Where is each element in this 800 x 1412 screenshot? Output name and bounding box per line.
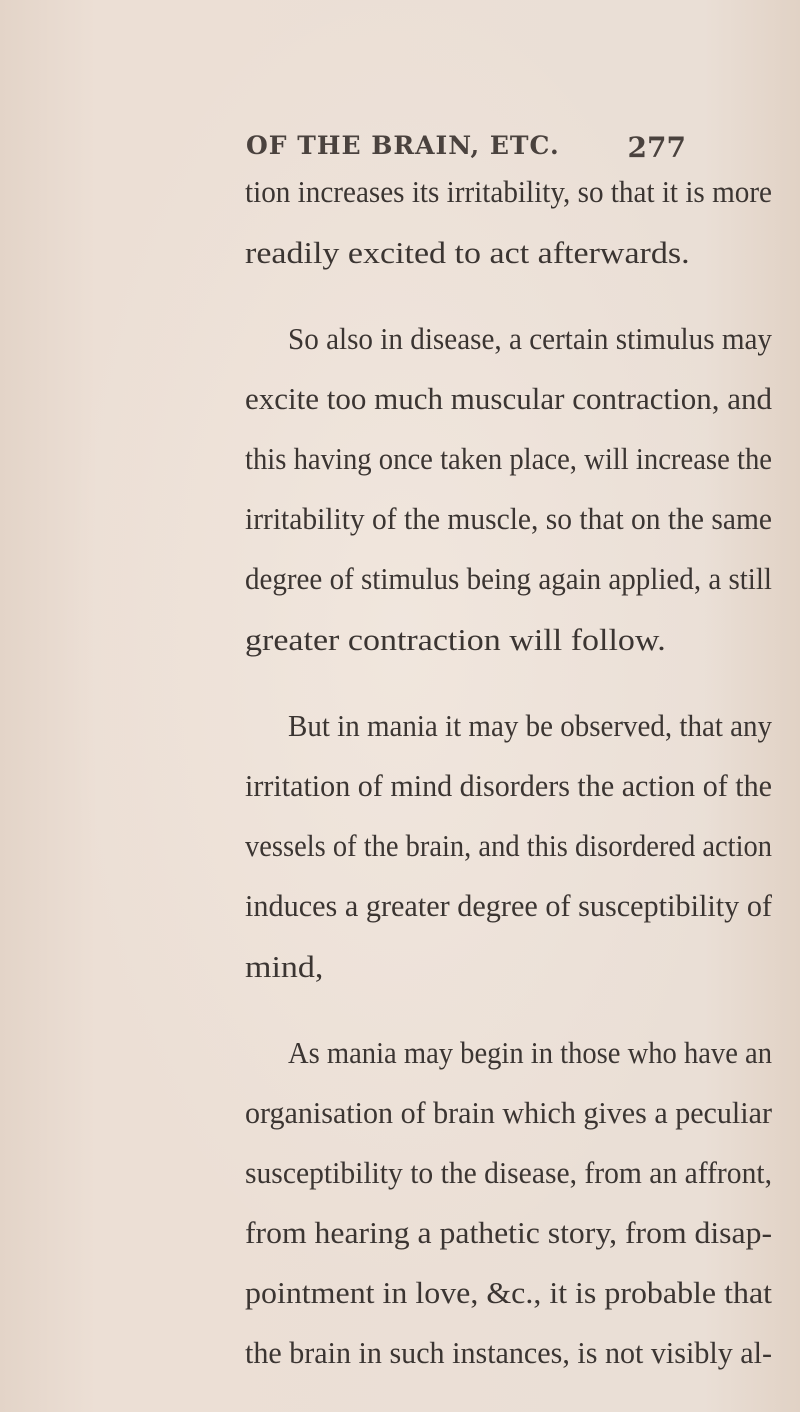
text-line [0, 1149, 800, 1199]
text-line [0, 495, 800, 545]
text-line-content: As mania may begin in those who have an [288, 1036, 772, 1071]
text-line-content: excite too much muscular contraction, and [245, 382, 772, 417]
text-line-content: the brain in such instances, is not visibly al- [245, 1336, 772, 1371]
text-line-content: vessels of the brain, and this disordered action [245, 829, 772, 864]
text-line [0, 702, 800, 752]
text-line-content: degree of stimulus being again applied, a still [245, 562, 772, 597]
text-line [0, 435, 800, 485]
text-line [0, 1089, 800, 1139]
text-line-content: So also in disease, a certain stimulus may [288, 322, 772, 357]
text-line [0, 1329, 800, 1379]
text-line-content: pointment in love, &c., it is probable that [245, 1276, 772, 1311]
text-line-content: organisation of brain which gives a peculiar [245, 1096, 772, 1131]
text-line [0, 822, 800, 872]
text-line-content: induces a greater degree of susceptibility of [245, 889, 772, 924]
text-line [0, 375, 800, 425]
text-line-content: tion increases its irritability, so that it is more [245, 175, 772, 210]
text-line-content: susceptibility to the disease, from an affront, [245, 1156, 772, 1191]
text-line [0, 1209, 800, 1259]
page-number: 277 [627, 131, 686, 164]
text-line [0, 229, 800, 279]
text-line-content: this having once taken place, will increase the [245, 442, 772, 477]
text-line [0, 1269, 800, 1319]
running-head: OF THE BRAIN, ETC. [246, 131, 560, 160]
text-line-content: from hearing a pathetic story, from disap- [245, 1216, 772, 1251]
text-line-content: readily excited to act afterwards. [245, 236, 690, 271]
text-line-content: mind, [245, 950, 324, 985]
text-line [0, 168, 800, 218]
text-line-content: irritability of the muscle, so that on the same [245, 502, 772, 537]
text-line [0, 616, 800, 666]
text-line [0, 762, 800, 812]
text-line [0, 1029, 800, 1079]
text-line [0, 943, 800, 993]
text-line [0, 315, 800, 365]
text-line-content: greater contraction will follow. [245, 623, 666, 658]
text-line-content: But in mania it may be observed, that any [288, 709, 772, 744]
text-line [0, 882, 800, 932]
text-line [0, 555, 800, 605]
text-line-content: irritation of mind disorders the action of the [245, 769, 772, 804]
